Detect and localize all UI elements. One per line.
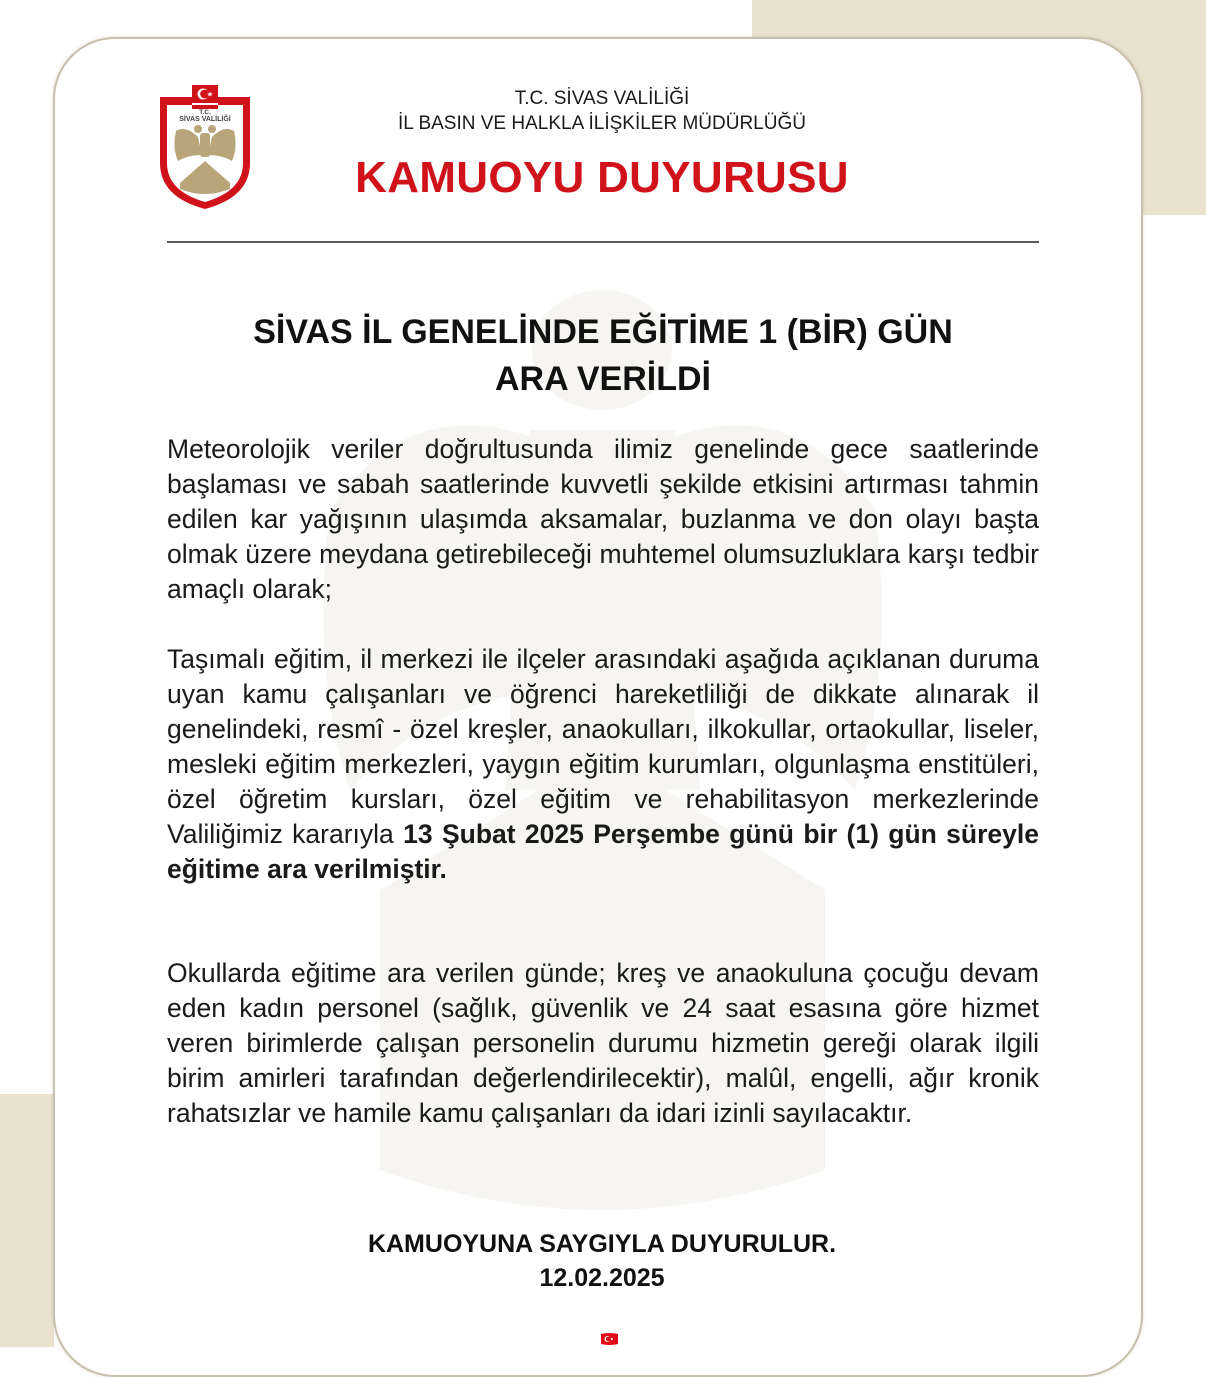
decorative-beige-corner-bottom-left xyxy=(0,1094,54,1347)
department-name: İL BASIN VE HALKLA İLİŞKİLER MÜDÜRLÜĞÜ xyxy=(398,113,806,134)
body-paragraph-2 xyxy=(167,642,1039,887)
closing-statement: KAMUOYUNA SAYGIYLA DUYURULUR. xyxy=(367,1230,837,1258)
announcement-title-line2: ARA VERİLDİ xyxy=(495,360,711,398)
body-paragraph-2-text: Taşımalı eğitim, il merkezi ile ilçeler arasındaki aşağıda açıklanan duruma uyan kamu çalışanları ve öğrenci hareketliliği de dikkate alınarak il genelindeki, resmî - özel kreşler, anaokulları, ilkokullar, ortaokullar, liseler, mesleki eğitim merkezleri, yaygın eğitim kurumları, olgunlaşma enstitüleri, özel öğretim kursları, özel eğitim ve rehabilitasyon merkezlerinde Valiliğimiz kararıyla xyxy=(167,644,1039,849)
institution-name: T.C. SİVAS VALİLİĞİ xyxy=(514,88,690,109)
announcement-title-line1: SİVAS İL GENELİNDE EĞİTİME 1 (BİR) GÜN xyxy=(253,313,953,351)
logo-text-tc: T.C. xyxy=(199,109,211,116)
document-type-heading: KAMUOYU DUYURUSU xyxy=(355,153,849,202)
sivas-valiligi-logo xyxy=(158,85,252,211)
body-paragraph-2-bold-decision: 13 Şubat 2025 Perşembe günü bir (1) gün süreyle eğitime ara verilmiştir. xyxy=(167,819,1039,884)
body-paragraph-3: Okullarda eğitime ara verilen günde; kreş ve anaokuluna çocuğu devam eden kadın personel (sağlık, güvenlik ve 24 saat esasına göre hizmet veren birimlerde çalışan personelin durumu hizmetin gereği olarak ilgili birim amirleri tarafından değerlendirilecektir), malûl, engelli, ağır kronik rahatsızlar ve hamile kamu çalışanları da idari izinli sayılacaktır. xyxy=(167,958,1039,1128)
logo-text-sivas-valiligi: SİVAS VALİLİĞİ xyxy=(179,116,231,123)
header-divider xyxy=(167,241,1039,243)
turkish-flag-icon xyxy=(601,1333,618,1345)
announcement-date: 12.02.2025 xyxy=(539,1264,665,1292)
body-paragraph-1: Meteorolojik veriler doğrultusunda ilimiz genelinde gece saatlerinde başlaması ve sabah saatlerinde kuvvetli şekilde etkisini artırması tahmin edilen kar yağışının ulaşımda aksamalar, buzlanma ve don olayı başta olmak üzere meydana getirebileceği muhtemel olumsuzluklara karşı tedbir amaçlı olarak; xyxy=(167,434,1039,604)
